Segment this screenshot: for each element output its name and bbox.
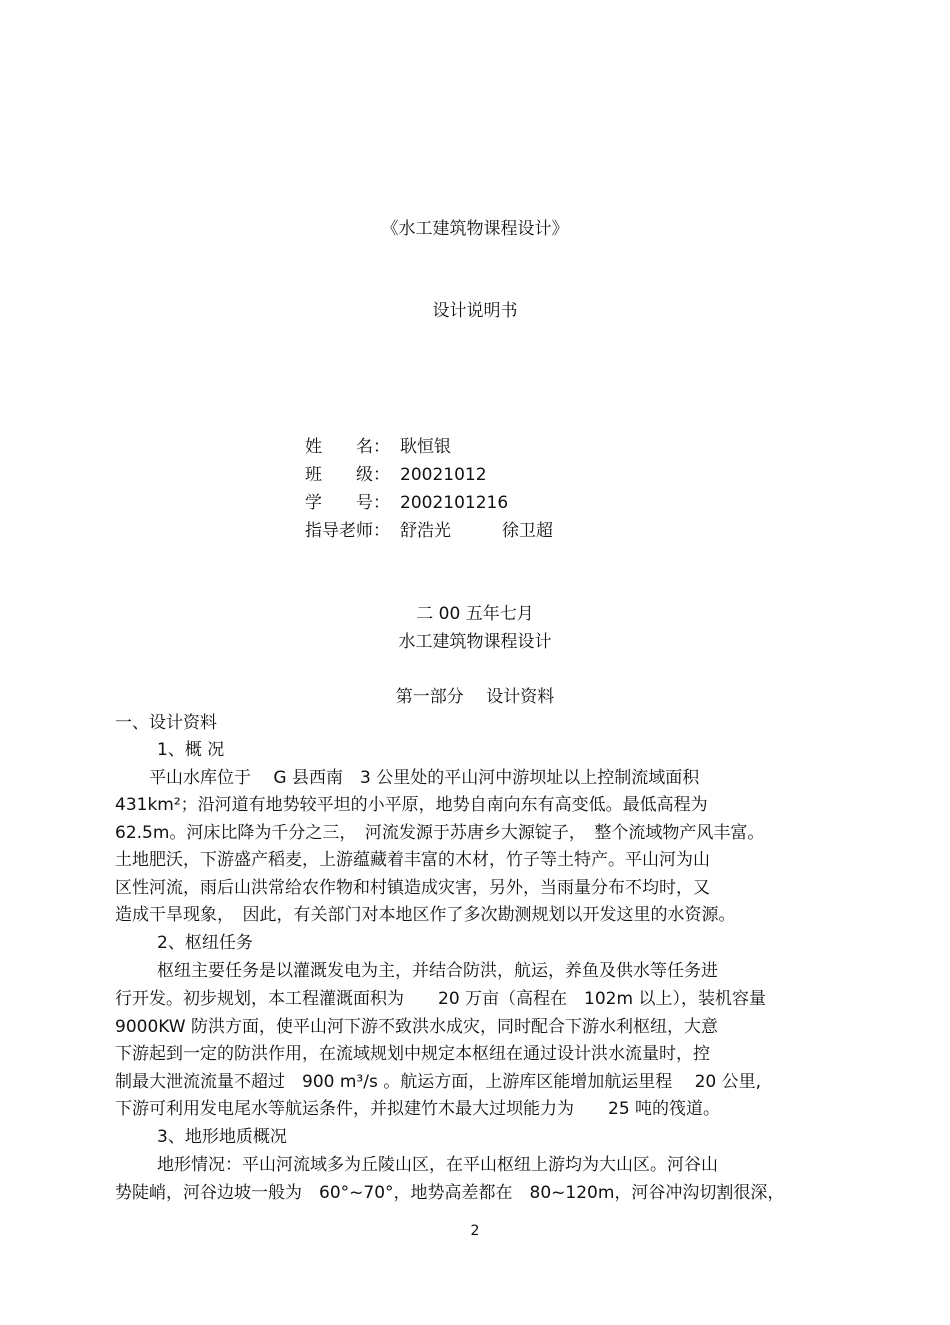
advisor-value: 舒浩光 徐卫超 [400,521,553,541]
page-number: 2 [470,1223,480,1239]
student-id-label: 学 号： [305,493,390,513]
advisor-label: 指导老师： [305,521,390,541]
name-label: 姓 名： [305,437,390,457]
paragraph-line: 平山水库位于 G 县西南 3 公里处的平山河中游坝址以上控制流域面积 [115,768,700,788]
paragraph-line: 地形情况：平山河流域多为丘陵山区，在平山枢纽上游均为大山区。河谷山 [157,1155,718,1175]
name-value: 耿恒银 [400,437,451,457]
paragraph-line: 土地肥沃，下游盛产稻麦，上游蕴藏着丰富的木材，竹子等土特产。平山河为山 [115,850,710,870]
class-label: 班 级： [305,465,390,485]
paragraph-line: 下游起到一定的防洪作用，在流域规划中规定本枢纽在通过设计洪水流量时，控 [115,1044,710,1064]
course-title: 《水工建筑物课程设计》 [381,219,569,239]
paragraph-line: 势陡峭，河谷边坡一般为 60°~70°，地势高差都在 80~120m，河谷冲沟切割很深， [115,1183,785,1203]
subsection-heading-tasks: 2、枢纽任务 [157,933,253,953]
paragraph-line: 区性河流，雨后山洪常给农作物和村镇造成灾害，另外，当雨量分布不均时，又 [115,878,710,898]
part-title: 第一部分 设计资料 [395,687,555,707]
main-title: 水工建筑物课程设计 [398,632,552,652]
paragraph-line: 枢纽主要任务是以灌溉发电为主，并结合防洪，航运，养鱼及供水等任务进 [157,961,718,981]
paragraph-line: 行开发。初步规划，本工程灌溉面积为 20 万亩（高程在 102m 以上），装机容量 [115,989,766,1009]
section-heading: 一、设计资料 [115,713,217,733]
paragraph-line: 431km²；沿河道有地势较平坦的小平原，地势自南向东有高变低。最低高程为 [115,795,708,815]
student-id-value: 2002101216 [400,493,509,513]
paragraph-line: 62.5m。河床比降为千分之三， 河流发源于苏唐乡大源锭子， 整个流域物产风丰富。 [115,823,765,843]
paragraph-line: 造成干旱现象， 因此，有关部门对本地区作了多次勘测规划以开发这里的水资源。 [115,905,736,925]
date: 二 00 五年七月 [416,604,534,624]
paragraph-line: 9000KW 防洪方面，使平山河下游不致洪水成灾，同时配合下游水利枢纽，大意 [115,1017,719,1037]
class-value: 20021012 [400,465,487,485]
doc-title: 设计说明书 [432,301,518,321]
paragraph-line: 下游可利用发电尾水等航运条件，并拟建竹木最大过坝能力为 25 吨的筏道。 [115,1099,721,1119]
subsection-heading-overview: 1、概 况 [157,740,225,760]
paragraph-line: 制最大泄流流量不超过 900 m³/s 。航运方面，上游库区能增加航运里程 20 公里, [115,1072,762,1092]
subsection-heading-terrain: 3、地形地质概况 [157,1127,287,1147]
